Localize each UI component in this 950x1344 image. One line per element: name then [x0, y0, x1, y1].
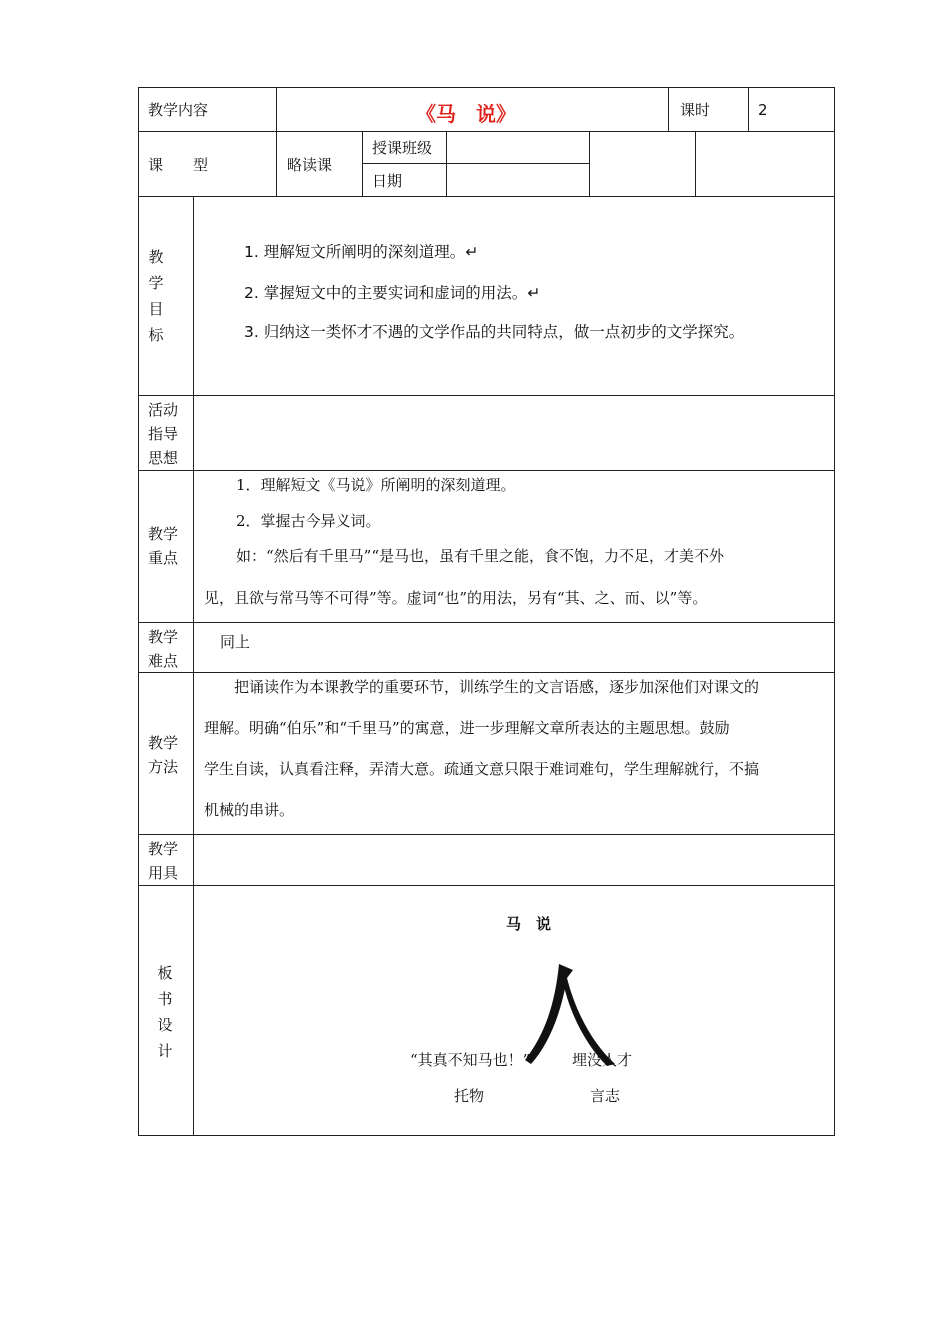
difficulty-label: 教学 难点: [148, 628, 179, 670]
board-left-bottom: 托物: [454, 1087, 485, 1105]
table-top-border: [138, 87, 835, 88]
goals-label: 教 学 目 标: [148, 248, 164, 344]
col-divider: [668, 87, 669, 132]
row-divider: [138, 672, 835, 673]
col-divider: [446, 131, 447, 197]
row-divider: [138, 834, 835, 835]
board-left-quote: “其真不知马也！”: [410, 1051, 531, 1069]
row-divider: [138, 395, 835, 396]
row-divider: [138, 622, 835, 623]
col-divider: [748, 87, 749, 132]
method-line: 把诵读作为本课教学的重要环节，训练学生的文言语感，逐步加深他们对课文的: [234, 678, 760, 696]
col-divider: [695, 131, 696, 197]
board-right-bottom: 言志: [590, 1087, 621, 1105]
goal-item: 3. 归纳这一类怀才不遇的文学作品的共同特点，做一点初步的文学探究。: [244, 323, 745, 341]
tools-label: 教学 用具: [148, 840, 179, 882]
goal-item: 2. 掌握短文中的主要实词和虚词的用法。↵: [244, 284, 541, 302]
method-line: 机械的串讲。: [204, 801, 295, 819]
activity-label: 活动 指导 思想: [148, 401, 179, 467]
period-label: 课时: [680, 101, 711, 119]
goal-item: 1. 理解短文所阐明的深刻道理。↵: [244, 243, 479, 261]
col-divider: [589, 131, 590, 197]
key-point-line: 2．掌握古今异义词。: [236, 512, 381, 530]
key-point-line: 如：“然后有千里马”“是马也，虽有千里之能，食不饱，力不足，才美不外: [236, 547, 725, 565]
row-divider: [138, 885, 835, 886]
label-column-divider: [193, 196, 194, 1136]
difficulty-text: 同上: [220, 633, 251, 651]
key-points-label: 教学 重点: [148, 525, 179, 567]
col-divider: [362, 131, 363, 197]
type-label: 课 型: [148, 156, 209, 174]
board-title: 马 说: [506, 915, 552, 933]
board-right-text: 埋没人才: [572, 1051, 633, 1069]
table-bottom-border: [138, 1135, 835, 1136]
table-left-border: [138, 87, 139, 1136]
type-value: 略读课: [287, 156, 333, 174]
row-divider: [138, 131, 835, 132]
class-label: 授课班级: [372, 139, 433, 157]
inner-divider: [362, 163, 590, 164]
board-label: 板 书 设 计: [157, 964, 173, 1060]
table-right-border: [834, 87, 835, 1136]
method-line: 理解。明确“伯乐”和“千里马”的寓意，进一步理解文章所表达的主题思想。鼓励: [204, 719, 730, 737]
col-divider: [276, 87, 277, 197]
row-divider: [138, 196, 835, 197]
key-point-line: 见，且欲与常马等不可得”等。虚词“也”的用法，另有“其、之、而、以”等。: [204, 589, 708, 607]
method-line: 学生自读，认真看注释，弄清大意。疏通文意只限于难词难句，学生理解就行，不搞: [204, 760, 760, 778]
method-label: 教学 方法: [148, 734, 179, 776]
key-point-line: 1．理解短文《马说》所阐明的深刻道理。: [236, 476, 516, 494]
row-divider: [138, 470, 835, 471]
period-value: 2: [758, 101, 768, 119]
lesson-title: 《马 说》: [416, 102, 516, 126]
date-label: 日期: [372, 172, 403, 190]
content-label: 教学内容: [148, 101, 209, 119]
